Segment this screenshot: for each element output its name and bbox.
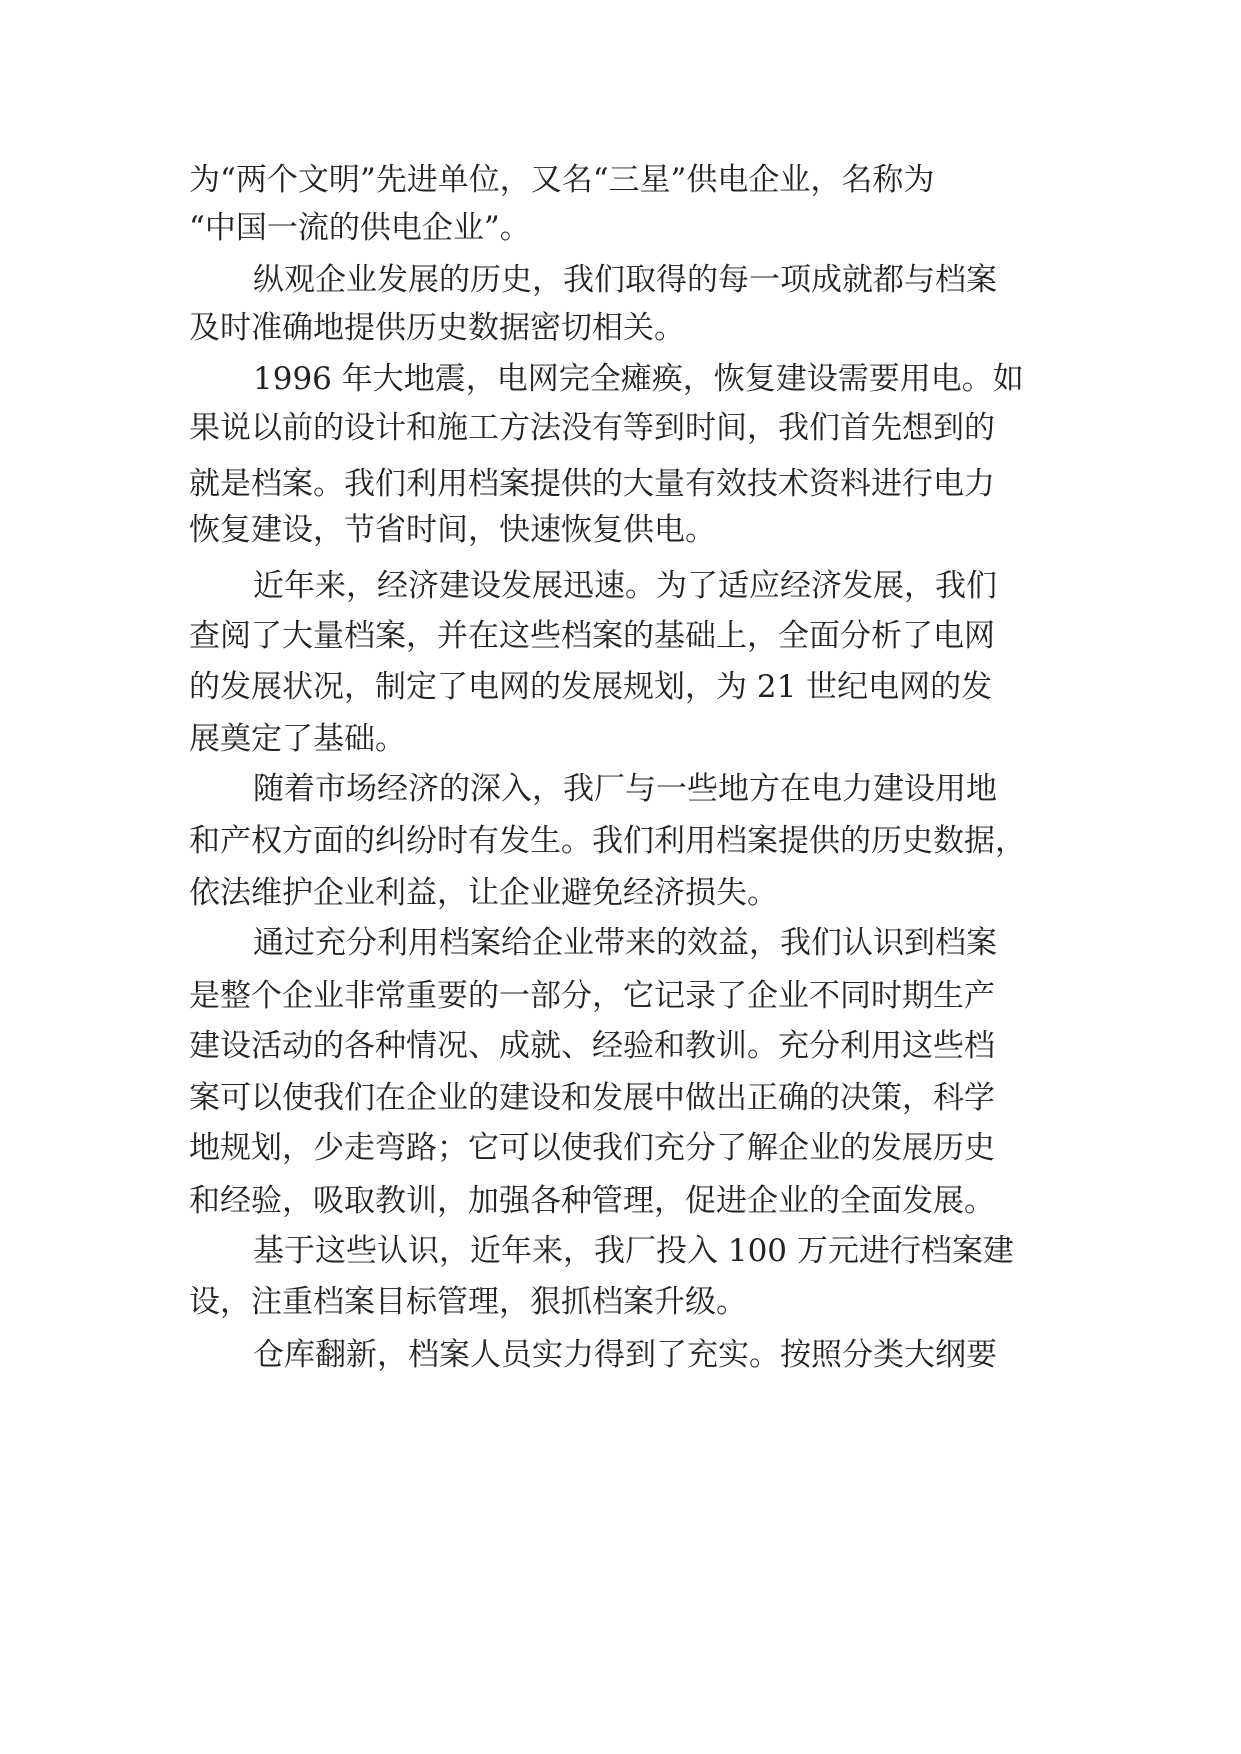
text-line: 为“两个文明”先进单位，又名“三星”供电企业，名称为	[189, 162, 935, 198]
paragraph-first-line: 纵观企业发展的历史，我们取得的每一项成就都与档案	[253, 262, 997, 298]
text-line: 展奠定了基础。	[189, 721, 406, 757]
text-line: 及时准确地提供历史数据密切相关。	[189, 310, 685, 346]
text-line: 恢复建设，节省时间，快速恢复供电。	[189, 512, 716, 548]
paragraph-first-line: 近年来，经济建设发展迅速。为了适应经济发展，我们	[253, 568, 997, 604]
text-line: 查阅了大量档案，并在这些档案的基础上，全面分析了电网	[189, 618, 995, 654]
text-line: 的发展状况，制定了电网的发展规划，为 21 世纪电网的发	[189, 669, 993, 705]
text-line: 和经验，吸取教训，加强各种管理，促进企业的全面发展。	[189, 1183, 995, 1219]
text-line: 是整个企业非常重要的一部分，它记录了企业不同时期生产	[189, 978, 995, 1014]
paragraph-first-line: 随着市场经济的深入，我厂与一些地方在电力建设用地	[253, 771, 997, 807]
paragraph-first-line: 通过充分利用档案给企业带来的效益，我们认识到档案	[253, 925, 997, 961]
text-line: 设，注重档案目标管理，狠抓档案升级。	[189, 1284, 747, 1320]
text-line: 建设活动的各种情况、成就、经验和教训。充分利用这些档	[189, 1028, 995, 1064]
text-line: “中国一流的供电企业”。	[189, 210, 531, 246]
text-line: 果说以前的设计和施工方法没有等到时间，我们首先想到的	[189, 410, 995, 446]
paragraph-first-line: 基于这些认识，近年来，我厂投入 100 万元进行档案建	[253, 1233, 1014, 1269]
text-line: 案可以使我们在企业的建设和发展中做出正确的决策，科学	[189, 1080, 995, 1116]
paragraph-first-line: 仓库翻新，档案人员实力得到了充实。按照分类大纲要	[253, 1337, 997, 1373]
text-line: 和产权方面的纠纷时有发生。我们利用档案提供的历史数据，	[189, 823, 1026, 859]
text-line: 依法维护企业利益，让企业避免经济损失。	[189, 875, 778, 911]
text-line: 地规划，少走弯路；它可以使我们充分了解企业的发展历史	[189, 1130, 995, 1166]
paragraph-first-line: 1996 年大地震，电网完全瘫痪，恢复建设需要用电。如	[253, 361, 1024, 397]
text-line: 就是档案。我们利用档案提供的大量有效技术资料进行电力	[189, 466, 995, 502]
